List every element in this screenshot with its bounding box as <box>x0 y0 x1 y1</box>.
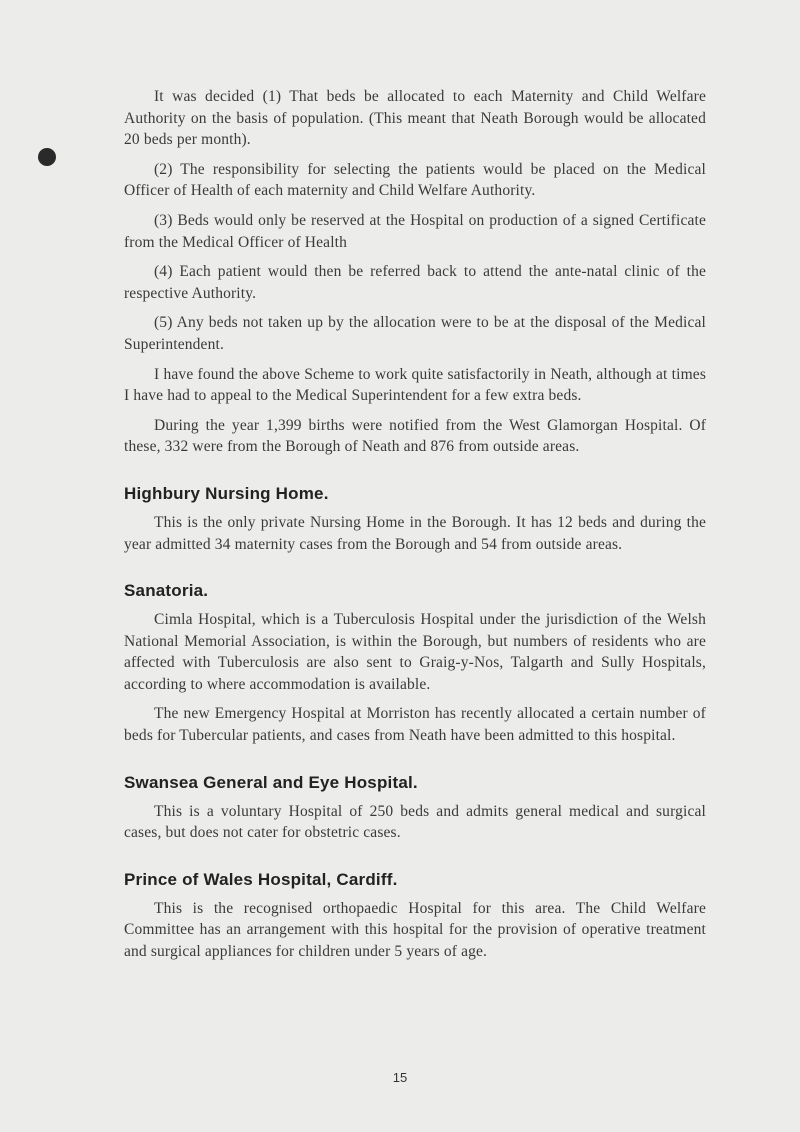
sanatoria-paragraph-1: Cimla Hospital, which is a Tuberculosis Hospital under the jurisdiction of the Welsh National Memorial Association, is within the Borough, but numbers of residents who are affected with Tuberculosis are also sent to Graig-y-Nos, Talgarth and Sully Hospitals, according to where accommodation is available. <box>124 611 706 693</box>
intro-paragraph-5: (5) Any beds not taken up by the allocation were to be at the disposal of the Medical Superintendent. <box>124 314 706 353</box>
section-heading-highbury: Highbury Nursing Home. <box>124 483 329 503</box>
intro-paragraph-1: It was decided (1) That beds be allocated to each Maternity and Child Welfare Authority on the basis of population. (This meant that Neath Borough would be allocated 20 beds per month). <box>124 88 706 149</box>
intro-paragraph-2: (2) The responsibility for selecting the patients would be placed on the Medical Officer of Health of each maternity and Child Welfare Authority. <box>124 160 706 200</box>
swansea-paragraph: This is a voluntary Hospital of 250 beds and admits general medical and surgical cases, but does not cater for obstetric cases. <box>124 802 706 842</box>
intro-paragraph-3: (3) Beds would only be reserved at the Hospital on production of a signed Certificate from the Medical Officer of Health <box>124 211 706 251</box>
section-heading-swansea: Swansea General and Eye Hospital. <box>124 772 418 792</box>
intro-paragraph-7: During the year 1,399 births were notified from the West Glamorgan Hospital. Of these, 332 were from the Borough of Neath and 876 from outside areas. <box>124 416 706 456</box>
intro-paragraph-4: (4) Each patient would then be referred back to attend the ante-natal clinic of the respective Authority. <box>124 263 706 302</box>
page-number: 15 <box>392 1070 408 1085</box>
intro-paragraph-6: I have found the above Scheme to work quite satisfactorily in Neath, although at times I have had to appeal to the Medical Superintendent for a few extra beds. <box>124 365 706 405</box>
section-heading-prince-of-wales: Prince of Wales Hospital, Cardiff. <box>124 869 398 889</box>
section-heading-sanatoria: Sanatoria. <box>124 581 209 601</box>
highbury-paragraph: This is the only private Nursing Home in the Borough. It has 12 beds and during the year admitted 34 maternity cases from the Borough and 54 from outside areas. <box>124 513 706 553</box>
prince-of-wales-paragraph: This is the recognised orthopaedic Hospital for this area. The Child Welfare Committee has an arrangement with this hospital for the provision of operative treatment and surgical appliances for children under 5 years of age. <box>124 899 706 961</box>
punch-hole-mark <box>38 148 56 166</box>
sanatoria-paragraph-2: The new Emergency Hospital at Morriston has recently allocated a certain number of beds for Tubercular patients, and cases from Neath have been admitted to this hospital. <box>124 705 706 745</box>
page-content <box>124 86 706 963</box>
